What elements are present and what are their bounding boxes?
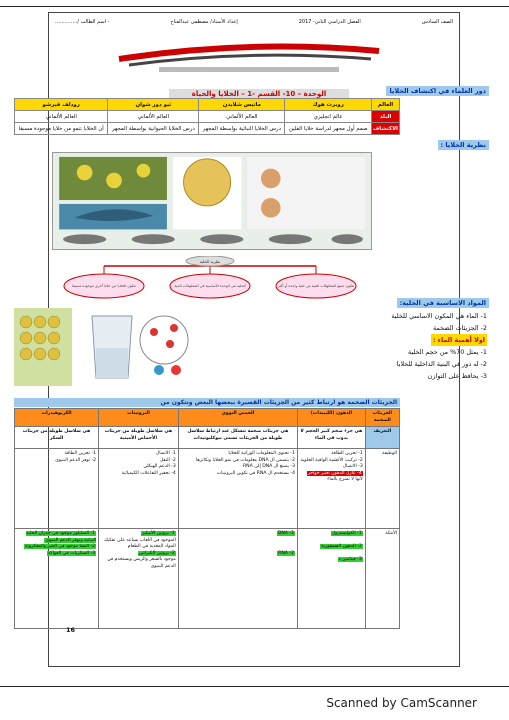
theory-bubble: الخلية هي الوحدة الأساسية في المخلوقات الحية: [174, 284, 246, 288]
cell-theory-diagram: [62, 256, 358, 300]
scientist-discovery: أن الخلايا تنمو من خلايا موجودة مسبقا: [15, 123, 108, 135]
cell-line: 2- يتضمن ال DNA معلومات في نمو الخلايا وتكاثرها: [195, 457, 295, 463]
row-label: العالم: [372, 99, 400, 111]
table-cell: [178, 449, 297, 529]
cell-line: 2- توفر الدعم البنيوي: [55, 457, 97, 463]
scientist-discovery: درس الخلايا النباتية بواسطة المجهر: [199, 123, 285, 135]
cell-line: 4- عازل الدهون تعتبر حواجز: [307, 470, 362, 476]
cell-line: 1- الكوليسترول: [331, 531, 362, 536]
column-header: الكربوهيدرات: [15, 409, 99, 427]
header-student: - اسم الطالب /..............: [55, 19, 110, 25]
header-term: الفصل الدراسي الثاني- 2017: [298, 19, 361, 25]
cell-line: 1- بروتين الأميليز: [141, 531, 175, 536]
table-cell: [15, 449, 99, 529]
theory-bubble: تتكون جميع المخلوقات الحية من خلية واحدة أو أكثر: [277, 284, 355, 288]
cell-line: 1- تخزين الطاقة: [64, 451, 97, 456]
cell-line: 1- الاتصال: [155, 451, 176, 456]
table-cell: [178, 529, 297, 629]
scientist-discovery: درس الخلايا الحيوانية بواسطة المجهر: [108, 123, 199, 135]
scientist-name: روبرت هوك: [285, 99, 372, 111]
list-item: 2- الجزيئات الضخمة: [432, 324, 487, 332]
header-author: إعداد الأستاذ/ مصطفى عبدالفتاح: [170, 19, 238, 25]
table-row: [15, 529, 400, 629]
cell-line: 1- تحتوي المعلومات الوراثية للخلايا: [228, 451, 295, 456]
table-row: [15, 123, 400, 135]
row-label: الاكتشاف: [372, 123, 400, 135]
table-cell: هي سلاسل طويلة من جزيئات السكر: [15, 427, 99, 449]
water-illustration: [14, 308, 194, 386]
scanner-watermark: Scanned by CamScanner: [326, 696, 477, 710]
list-item: 3- يحافظ على التوازن: [427, 372, 487, 380]
row-label: التعريف: [365, 427, 399, 449]
cell-line: 1- السليلوز موجود في جدران الخلية النباتية ويوفر الدعم البنيوي: [26, 531, 97, 543]
header-line: [55, 19, 453, 33]
cell-line: 4- يستخدم ال RNA في تكوين البروتينات: [216, 470, 295, 476]
theory-bubble: تتكون الخلايا من خلايا أخرى موجودة مسبقا: [72, 284, 136, 288]
cell-line: 2- RNA: [278, 550, 294, 556]
cell-line: لأنها لا تمتزج بالماء: [327, 477, 363, 482]
discovery-heading: دور العلماء في اكتشاف الخلايا: [386, 86, 489, 96]
scientist-country: عالم انجليزي: [285, 111, 372, 123]
scientist-discovery: صمم أول مجهر لدراسة خلايا الفلين: [285, 123, 372, 135]
cell-line: 2- بروتين الكيراتين: [138, 550, 175, 556]
list-item: 2- له دور في البنية الداخلية للخلايا: [396, 360, 487, 368]
scientist-country: العالم الألماني: [15, 111, 108, 123]
theory-center: نظرية الخلية: [199, 259, 221, 264]
column-header: الحمض النووي: [178, 409, 297, 427]
table-cell: [99, 529, 179, 629]
scientist-name: ثيو دور شوان: [108, 99, 199, 111]
header-class: الصف السادس: [421, 19, 453, 25]
row-label: الوظيفة: [365, 449, 399, 529]
cell-line: 3- السكريات في الفواكه: [47, 550, 96, 556]
table-cell: هي جزء ضخم كبير الحجم لا يذوب في الماء: [298, 427, 366, 449]
cell-line: 2- النقل: [159, 457, 176, 463]
table-cell: [298, 449, 366, 529]
page-number: 16: [66, 626, 76, 634]
theory-heading: نظرية الخلايا :: [438, 140, 490, 150]
table-row: [15, 449, 400, 529]
table-cell: [15, 529, 99, 629]
table-row: [15, 99, 400, 111]
water-importance-heading: اولا أهمية الماء :: [432, 336, 485, 344]
unit-title: الوحدة – 10- القسم -1 – الخلايا والحياة: [169, 89, 349, 99]
cell-images-figure: [52, 152, 372, 250]
table-row: [15, 409, 400, 427]
cell-line: 2- تركيب الأغشية الواقية الخلوية: [300, 457, 363, 463]
cell-line: الموجود في اللعاب يساعد على تفكيك المواد المغذية في الطعام: [104, 537, 176, 549]
materials-list: [291, 310, 487, 382]
macromolecules-heading: الجزيئات الضخمة هو ارتباط كثير من الجزيئات القصيرة ببعضها البعض وتتكون من: [14, 398, 400, 407]
table-cell: [298, 529, 366, 629]
cell-line: 4- تحفيز التفاعلات الكيميائية: [121, 470, 176, 476]
scientist-country: العالم الألماني: [108, 111, 199, 123]
row-label: البلد: [372, 111, 400, 123]
scientist-country: العالم الألماني: [199, 111, 285, 123]
table-row: [15, 111, 400, 123]
bottom-rule: [0, 686, 509, 687]
cell-line: 3- فيتامين د: [338, 557, 362, 562]
list-item: 1- الماء هي المكون الاساسي للخلية: [391, 312, 487, 320]
cell-line: موجود بالشعر والريش ويستخدم في الدعم البنيوي: [107, 557, 176, 569]
cell-line: 3- الدعم الهيكلي: [143, 464, 176, 469]
cell-line: 3- الاتصال: [342, 464, 363, 469]
table-row: [15, 427, 400, 449]
top-rule: [0, 6, 509, 7]
scientist-name: ماتيس شلايدن: [199, 99, 285, 111]
scientist-name: رودلف فيرشو: [15, 99, 108, 111]
school-logo: [109, 37, 389, 77]
table-cell: [99, 449, 179, 529]
list-item: 1- يمثل 70% من حجم الخلية: [408, 348, 487, 356]
cell-line: 2- النشا موجود في الخبز والمعكرونة: [25, 544, 96, 549]
scientists-table: [14, 98, 400, 135]
column-header: البروتينات: [99, 409, 179, 427]
cell-line: 3- يصنع ال DNA إلى RNA: [242, 464, 295, 469]
cell-line: 1- DNA: [277, 531, 294, 536]
row-label: الأمثلة: [365, 529, 399, 629]
table-cell: هي جزيئات ضخمة تتشكل عند ارتباط سلاسل طويلة من الجزيئات تسمى نيوكليوتيدات: [178, 427, 297, 449]
column-header: الدهون (الليبيدات): [298, 409, 366, 427]
macromolecules-table: [14, 408, 400, 629]
table-cell: هي سلاسل طويلة من جزيئات الأحماض الأمينية: [99, 427, 179, 449]
column-header: الجزيئات الضخمة: [365, 409, 399, 427]
cell-line: 1- تخزين الطاقة: [331, 451, 363, 456]
materials-heading: المواد الاساسية في الخلية:: [397, 298, 489, 308]
cell-line: 2- الدهون الفسفورية: [321, 544, 362, 549]
